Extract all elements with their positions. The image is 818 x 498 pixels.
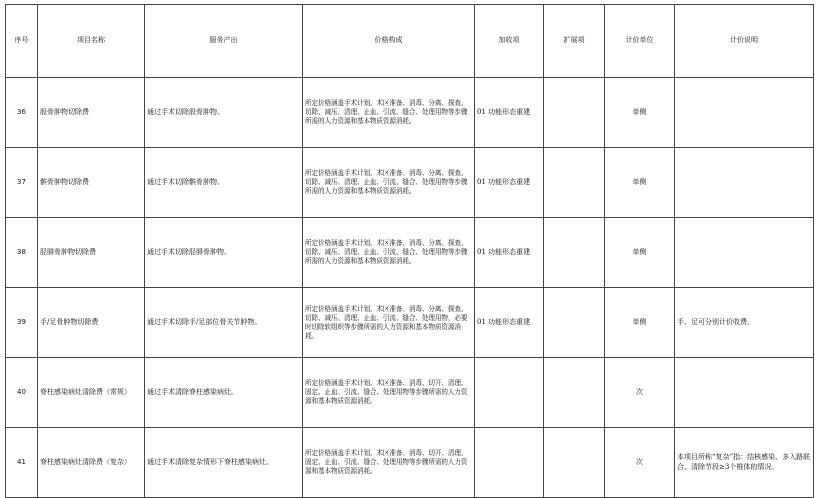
price-composition-cell: 所定价格涵盖手术计划、术区准备、消毒、分离、探查、切除、减压、清理、止血、引流、缝合、处理用物等步骤所需的人力资源和基本物质资源消耗。 [303, 148, 475, 218]
service-output-cell: 通过手术切除胫腓骨肿物。 [145, 218, 303, 288]
item-name-cell: 股骨肿物切除费 [38, 78, 145, 148]
price-composition-cell: 所定价格涵盖手术计划、术区准备、消毒、分离、探查、切除、减压、清理、止血、引流、缝合、处理用物，必要时切除软组织等步骤所需的人力资源和基本物质资源消耗。 [303, 288, 475, 358]
header-note: 计价说明 [675, 5, 814, 78]
seq-cell: 36 [6, 78, 38, 148]
addon-cell: 01 功能形态重建 [475, 148, 544, 218]
service-output-cell: 通过手术清除复杂情形下脊柱感染病灶。 [145, 428, 303, 498]
item-name-cell: 手/足骨肿物切除费 [38, 288, 145, 358]
pricing-unit-cell: 单侧 [605, 148, 675, 218]
header-ext: 扩展项 [544, 5, 605, 78]
item-name-cell: 脊柱感染病灶清除费（复杂） [38, 428, 145, 498]
pricing-unit-cell: 单侧 [605, 78, 675, 148]
pricing-note-cell [675, 78, 814, 148]
table-row [6, 78, 814, 148]
item-name-cell: 胫腓骨肿物切除费 [38, 218, 145, 288]
seq-cell: 38 [6, 218, 38, 288]
seq-cell: 40 [6, 358, 38, 428]
extension-cell [544, 358, 605, 428]
table-row [6, 358, 814, 428]
fee-table [5, 4, 814, 498]
pricing-unit-cell: 单侧 [605, 218, 675, 288]
item-name-cell: 脊柱感染病灶清除费（常规） [38, 358, 145, 428]
table-row [6, 288, 814, 358]
service-output-cell: 通过手术切除手/足部位骨关节肿物。 [145, 288, 303, 358]
pricing-unit-cell: 单侧 [605, 288, 675, 358]
pricing-unit-cell: 次 [605, 428, 675, 498]
seq-cell: 39 [6, 288, 38, 358]
header-addon: 加收项 [475, 5, 544, 78]
header-seq: 序号 [6, 5, 38, 78]
seq-cell: 37 [6, 148, 38, 218]
pricing-note-cell [675, 358, 814, 428]
pricing-note-cell [675, 218, 814, 288]
extension-cell [544, 148, 605, 218]
addon-cell: 01 功能形态重建 [475, 288, 544, 358]
extension-cell [544, 78, 605, 148]
pricing-note-cell [675, 148, 814, 218]
addon-cell: 01 功能形态重建 [475, 78, 544, 148]
extension-cell [544, 218, 605, 288]
seq-cell: 41 [6, 428, 38, 498]
header-output: 服务产出 [145, 5, 303, 78]
service-output-cell: 通过手术切除髌骨肿物。 [145, 148, 303, 218]
header-name: 项目名称 [38, 5, 145, 78]
pricing-unit-cell: 次 [605, 358, 675, 428]
addon-cell [475, 428, 544, 498]
header-unit: 计价单位 [605, 5, 675, 78]
table-row [6, 428, 814, 498]
pricing-note-cell: 本项目所称“复杂”指：结核感染、多入路联合、清除节段≥3个椎体的情况。 [675, 428, 814, 498]
price-composition-cell: 所定价格涵盖手术计划、术区准备、消毒、分离、探查、切除、减压、清理、止血、引流、缝合、处理用物等步骤所需的人力资源和基本物质资源消耗。 [303, 78, 475, 148]
addon-cell: 01 功能形态重建 [475, 218, 544, 288]
price-composition-cell: 所定价格涵盖手术计划、术区准备、消毒、切开、清理、固定、止血、引流、缝合、处理用物等步骤所需的人力资源和基本物质资源消耗。 [303, 428, 475, 498]
table-body [6, 78, 814, 498]
addon-cell [475, 358, 544, 428]
item-name-cell: 髌骨肿物切除费 [38, 148, 145, 218]
extension-cell [544, 428, 605, 498]
service-output-cell: 通过手术清除脊柱感染病灶。 [145, 358, 303, 428]
price-composition-cell: 所定价格涵盖手术计划、术区准备、消毒、分离、探查、切除、减压、清理、止血、引流、缝合、处理用物等步骤所需的人力资源和基本物质资源消耗。 [303, 218, 475, 288]
table-row [6, 148, 814, 218]
extension-cell [544, 288, 605, 358]
pricing-note-cell: 手、足可分别计价收费。 [675, 288, 814, 358]
service-output-cell: 通过手术切除股骨肿物。 [145, 78, 303, 148]
price-composition-cell: 所定价格涵盖手术计划、术区准备、消毒、切开、清理、固定、止血、引流、缝合、处理用物等步骤所需的人力资源和基本物质资源消耗。 [303, 358, 475, 428]
header-row [6, 5, 814, 78]
header-price: 价格构成 [303, 5, 475, 78]
table-row [6, 218, 814, 288]
